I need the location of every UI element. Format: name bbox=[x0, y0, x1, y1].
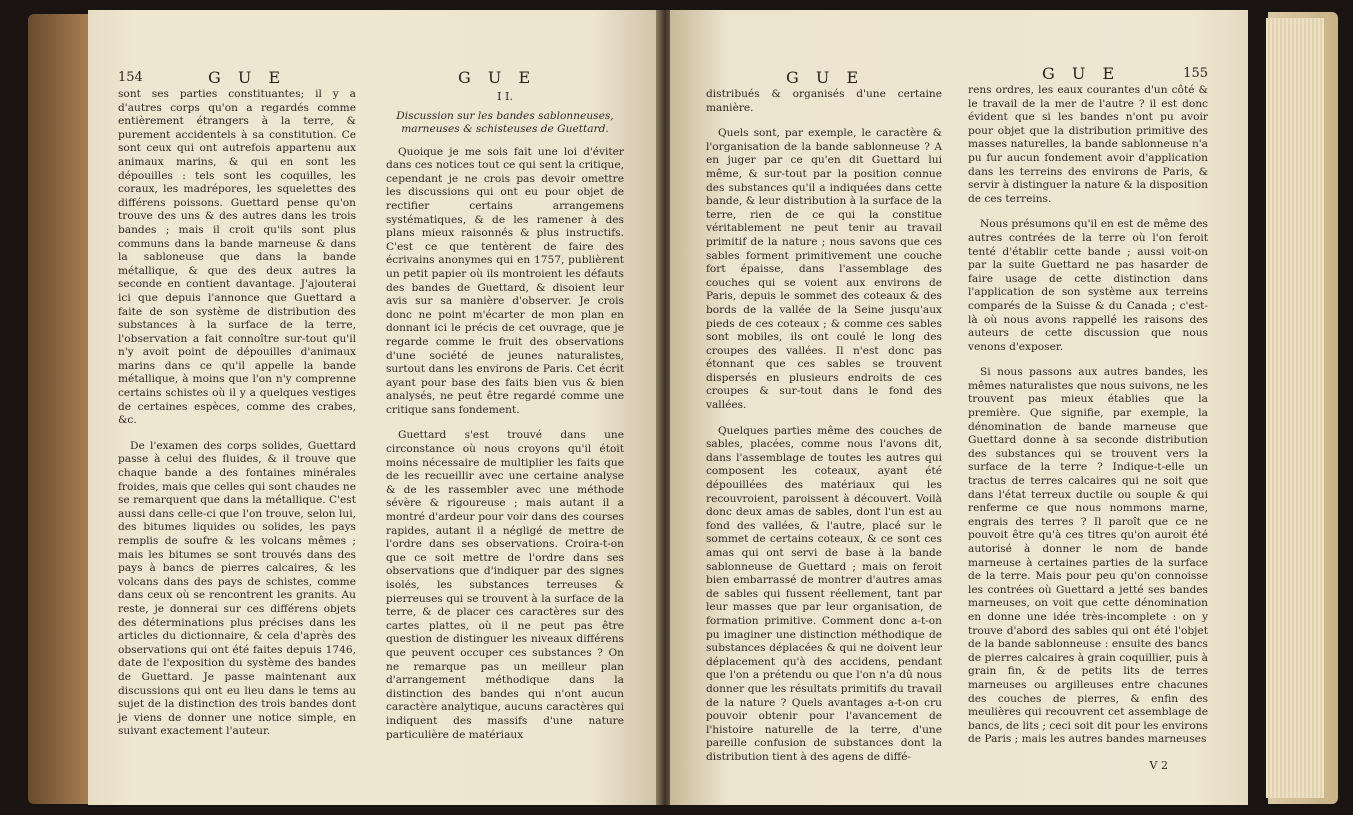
paragraph: distribués & organisés d'une certaine manière. bbox=[706, 88, 942, 114]
column-text bbox=[118, 88, 356, 739]
running-head: G U E bbox=[208, 68, 287, 87]
paragraph: Quelques parties même des couches de sables, placées, comme nous l'avons dit, dans l'assemblage de toutes les autres qui composent les coteaux, ayant été dépouillées des matériaux qui les recouvroient, paroissent à découvert. Voilà donc deux amas de sables, dont l'un est au fond des vallées, & l'autre, placé sur le sommet de certains coteaux, & ce sont ces amas qui ont servi de base à la bande sablonneuse de Guettard ; mais on feroit bien embarrassé de montrer d'autres amas de sables qui fussent réellement, tant par leur masses que par leur organisation, de formation primitive. Comment donc a-t-on pu imaginer une distinction méthodique de substances déplacées & qui ne doivent leur déplacement qu'à des accidens, pendant que l'on a prétendu ou que l'on n'a dû nous donner que les résultats primitifs du travail de la nature ? Quels avantages a-t-on cru pouvoir obtenir pour l'avancement de l'histoire naturelle de la terre, d'une pareille confusion de substances dont la distribution tient à des agens de diffé- bbox=[706, 424, 942, 763]
paragraph: Si nous passons aux autres bandes, les mêmes naturalistes que nous suivons, ne les trouvent pas mieux établies que la première. Que signifie, par exemple, la dénomination de bande marneuse que Guettard donne à sa seconde distribution des substances qui se trouvent vers la surface de la terre ? Indique-t-elle un tractus de terres calcaires qui ne soit que dans l'état terreux ductile ou souple & qui renferme ce que nous nommons marne, engrais des terres ? Il paroît que ce ne pouvoit être qu'à ces titres qu'on auroit été autorisé à donner le nom de bande marneuse à certaines parties de la surface de la terre. Mais pour peu qu'on connoisse les contrées où Guettard a jetté ses bandes marneuses, on voit que cette dénomination en donne une idée très-incomplete : on y trouve d'abord des sables qui ont été l'objet de la bande sablonneuse : ensuite des bancs de pierres calcaires à grain coquillier, puis à grain fin, & de petits lits de terres marneuses ou argilleuses entre chacunes des couches de pierres, & enfin des meulières qui recouvrent cet assemblage de bancs, de lits ; ceci soit dit pour les environs de Paris ; mais les autres bandes marneuses bbox=[968, 366, 1208, 746]
running-head: G U E bbox=[786, 68, 865, 87]
left-page-column-1 bbox=[118, 64, 356, 751]
paragraph: sont ses parties constituantes; il y a d'autres corps qu'on a regardés comme entièrement étrangers à la terre, & purement accidentels à sa constitution. Ce sont ceux qui ont autrefois appartenu aux animaux marins, & qui en sont les dépouilles : tels sont les coquilles, les coraux, les madrépores, les squelettes des différens poissons. Guettard pense qu'on trouve des uns & des autres dans les trois bandes ; mais il croit qu'ils sont plus communs dans la bande marneuse & dans la sabloneuse que dans la bande métallique, & que des deux autres la seconde en contient davantage. J'ajouterai ici que depuis l'annonce que Guettard a faite de son système de distribution des substances à la surface de la terre, l'observation a fait connoître sur-tout qu'il n'y avoit point de dépouilles d'animaux marins dans ce qu'il appelle la bande métallique, à moins que l'on n'y comprenne certains schistes où il y a quelques vestiges de certaines espèces, comme des crabes, &c. bbox=[118, 88, 356, 427]
left-page-column-2 bbox=[386, 64, 624, 754]
signature-mark: V 2 bbox=[1149, 758, 1168, 772]
paragraph: Guettard s'est trouvé dans une circonstance où nous croyons qu'il étoit moins nécessaire de multiplier les faits que de les recueillir avec une certaine analyse & de les rassembler avec une méthode sévère & rigoureuse ; mais autant il a montré d'ardeur pour voir dans des courses rapides, autant il a négligé de mettre de l'ordre dans ses observations. Croira-t-on que ce soit mettre de l'ordre dans ses observations que d'indiquer par des signes isolés, les substances terreuses & pierreuses qui se trouvent à la surface de la terre, & de placer ces caractères sur des cartes plattes, où il ne peut pas être question de distinguer les niveaux différens que peuvent occuper ces substances ? On ne remarque pas un meilleur plan d'arrangement méthodique dans la distinction des bandes qui n'ont aucun caractère analytique, aucuns caractères qui indiquent des massifs d'une nature particulière de matériaux bbox=[386, 429, 624, 741]
column-text bbox=[386, 90, 624, 742]
right-page-column-2 bbox=[968, 60, 1208, 773]
paragraph: De l'examen des corps solides, Guettard passe à celui des fluides, & il trouve que chaque bande a des fontaines minérales froides, mais que celles qui sont chaudes ne se remarquent que dans la métallique. C'est aussi dans celle-ci que l'on trouve, selon lui, des bitumes liquides ou solides, les pays remplis de soufre & les volcans mêmes ; mais les bitumes se sont trouvés dans des pays à bancs de pierres calcaires, & les volcans dans des pays de schistes, comme dans ceux où se rencontrent les granits. Au reste, je donnerai sur ces différens objets des déterminations plus précises dans les articles du dictionnaire, & cela d'après des observations qui ont été faites depuis 1746, date de l'exposition du système des bandes de Guettard. Je passe maintenant aux discussions qui ont eu lieu dans le tems au sujet de la distinction des trois bandes dont je viens de donner une notice simple, en suivant exactement l'auteur. bbox=[118, 439, 356, 738]
running-head: G U E bbox=[1042, 64, 1121, 83]
paragraph: Quels sont, par exemple, le caractère & l'organisation de la bande sablonneuse ? A en juger par ce qu'en dit Guettard lui même, & sur-tout par la position connue des substances qu'il a indiquées dans cette bande, & leur distribution à la surface de la terre, rien de ce qui la constitue véritablement ne peut tenir au travail primitif de la nature ; nous savons que ces sables forment primitivement une couche fort épaisse, dans l'assemblage des couches qui se voient aux environs de Paris, depuis le sommet des coteaux & des bords de la vallée de la Seine jusqu'aux pieds de ces coteaux ; & comme ces sables sont mobiles, ils ont coulé le long des croupes des vallées. Il n'est donc pas étonnant que ces sables se trouvent dispersés en plusieurs endroits de ces croupes & sur-tout dans le fond des vallées. bbox=[706, 127, 942, 412]
column-text bbox=[968, 84, 1208, 773]
left-cover-edge bbox=[28, 14, 88, 804]
page-stack-edge bbox=[1266, 18, 1324, 798]
page-number: 155 bbox=[1183, 66, 1208, 81]
paragraph: Quoique je me sois fait une loi d'éviter dans ces notices tout ce qui sent la critique, cependant je ne crois pas devoir omettre les discussions qui ont eu pour objet de rectifier certains arrangemens systématiques, & de les ramener à des plans mieux raisonnés & plus instructifs. C'est ce que tentèrent de faire des écrivains anonymes qui en 1757, publièrent un petit papier où ils montroient les défauts des bandes de Guettard, & disoient leur avis sur sa manière d'observer. Je crois donc ne point m'écarter de mon plan en donnant ici le précis de cet ouvrage, que je regarde comme le fruit des observations d'une société de jeunes naturalistes, surtout dans les environs de Paris. Cet écrit ayant pour base des faits bien vus & bien analysés, ne peut être regardé comme une critique sans fondement. bbox=[386, 145, 624, 416]
open-book bbox=[28, 4, 1338, 812]
running-head: G U E bbox=[458, 68, 537, 87]
page-number: 154 bbox=[118, 70, 143, 85]
column-text bbox=[706, 88, 942, 765]
section-title: Discussion sur les bandes sablonneuses, marneuses & schisteuses de Guettard. bbox=[396, 109, 614, 135]
right-page bbox=[670, 10, 1248, 805]
section-number: I I. bbox=[497, 90, 513, 103]
left-page bbox=[88, 10, 660, 805]
paragraph: rens ordres, les eaux courantes d'un côté & le travail de la mer de l'autre ? il est donc évident que si les bandes n'ont pu avoir pour objet que la distribution primitive des masses naturelles, la bande sablonneuse n'a pu fur aucun fondement avoir d'application dans les terreins des environs de Paris, & servir à distinguer la nature & la disposition de ces terreins. bbox=[968, 84, 1208, 205]
right-page-column-1 bbox=[706, 64, 942, 777]
paragraph: Nous présumons qu'il en est de même des autres contrées de la terre où l'on feroit tenté d'établir cette bande ; aussi voit-on par la suite Guettard ne pas hasarder de faire usage de cette distinction dans l'application de son système aux terreins comparés de la Suisse & du Canada ; c'est-là où nous avons rappellé les raisons des auteurs de cette discussion que nous venons d'exposer. bbox=[968, 218, 1208, 353]
